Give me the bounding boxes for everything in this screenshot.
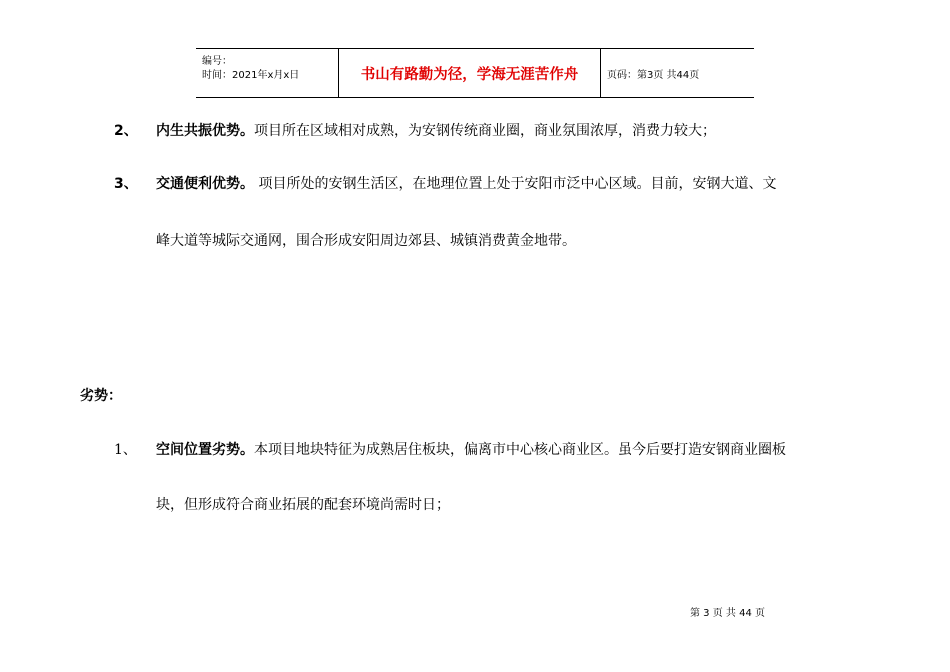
- advantage-item-text: [156, 175, 776, 193]
- header-page-info: 页码：第3页 共44页: [607, 69, 700, 81]
- disadvantage-item-title: 空间位置劣势。: [156, 442, 254, 458]
- header-motto: 书山有路勤为径，学海无涯苦作舟: [360, 66, 579, 83]
- page-header: [196, 48, 754, 98]
- disadvantage-item-body-continued: 块，但形成符合商业拓展的配套环境尚需时日；: [156, 497, 450, 513]
- document-time-label: 时间：2021年x月x日: [202, 70, 300, 81]
- advantage-item-index: 3、: [114, 176, 138, 192]
- document-number-label: 编号：: [202, 56, 232, 67]
- advantage-item-title: 内生共振优势。: [156, 123, 254, 139]
- advantage-item-title: 交通便利优势。: [156, 176, 254, 192]
- advantage-item-body-continued: 峰大道等城际交通网，围合形成安阳周边郊县、城镇消费黄金地带。: [156, 233, 576, 249]
- advantage-item-body: 项目所在区域相对成熟，为安钢传统商业圈，商业氛围浓厚，消费力较大；: [254, 123, 716, 139]
- page-footer: 第 3 页 共 44 页: [690, 608, 765, 619]
- header-motto-cell: [339, 49, 601, 97]
- header-meta-cell: [196, 49, 339, 97]
- disadvantage-item-text: [156, 441, 786, 459]
- disadvantage-item-body: 本项目地块特征为成熟居住板块，偏离市中心核心商业区。虽今后要打造安钢商业圈板: [254, 442, 786, 458]
- disadvantages-heading: 劣势：: [80, 388, 122, 404]
- disadvantage-item-index: 1、: [114, 442, 137, 458]
- header-page-cell: [601, 49, 754, 97]
- advantage-item-index: 2、: [114, 123, 138, 139]
- advantage-item-text: [156, 122, 716, 140]
- advantage-item-body: 项目所处的安钢生活区，在地理位置上处于安阳市泛中心区域。目前，安钢大道、文: [254, 176, 777, 192]
